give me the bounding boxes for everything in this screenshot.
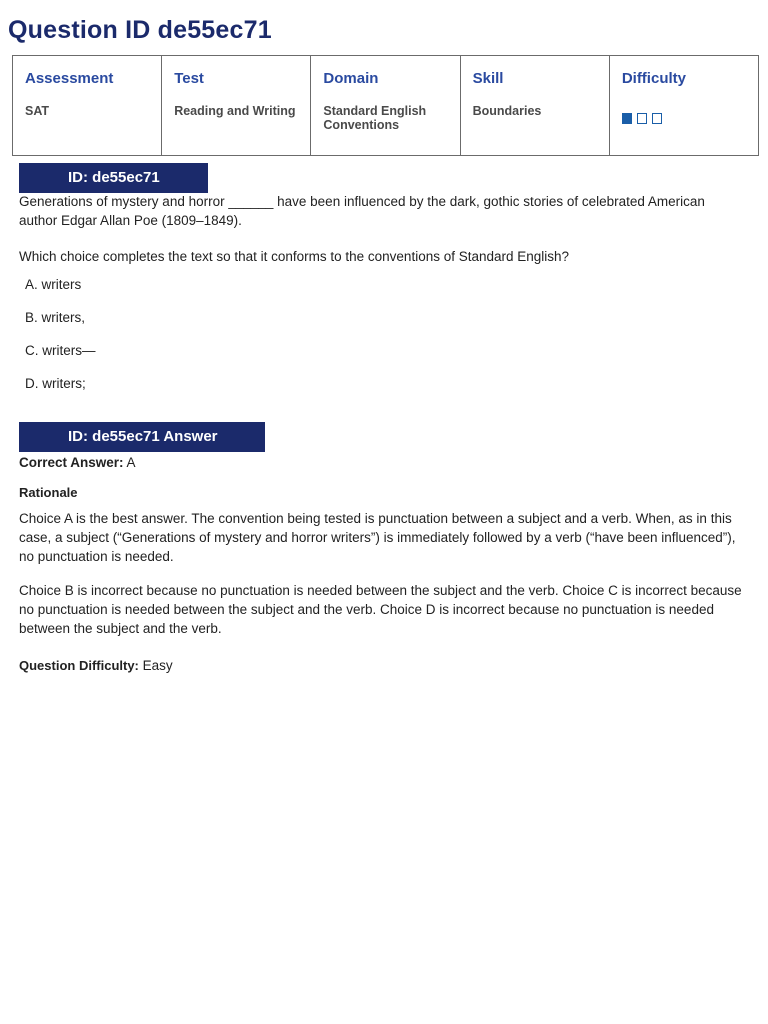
page-title: Question ID de55ec71: [8, 16, 272, 44]
meta-value-assessment: SAT: [25, 104, 50, 118]
difficulty-indicator: [622, 113, 746, 124]
question-passage: Generations of mystery and horror ______ have been influenced by the dark, gothic stories of celebrated American author Edgar Allan Poe (1809–1849).: [19, 194, 705, 228]
difficulty-box-empty: [652, 113, 662, 124]
meta-col-difficulty: [610, 56, 758, 155]
meta-col-skill: [461, 56, 610, 155]
answer-id-banner: ID: de55ec71 Answer: [19, 422, 265, 452]
answer-choice-c: C. writers—: [25, 343, 96, 358]
answer-choice-a: A. writers: [25, 277, 82, 292]
meta-header-skill: Skill: [472, 70, 504, 87]
meta-header-domain: Domain: [323, 70, 379, 87]
meta-col-assessment: [13, 56, 162, 155]
difficulty-box-empty: [637, 113, 647, 124]
meta-header-test: Test: [174, 70, 204, 87]
answer-choice-b: B. writers,: [25, 310, 86, 325]
meta-value-domain: Standard English Conventions: [323, 104, 427, 132]
question-difficulty-value: Easy: [142, 658, 173, 673]
question-id-banner: ID: de55ec71: [19, 163, 208, 193]
meta-col-test: [162, 56, 311, 155]
rationale-heading: Rationale: [19, 485, 78, 500]
question-prompt: Which choice completes the text so that it conforms to the conventions of Standard English?: [19, 249, 570, 264]
question-difficulty-line: [19, 656, 743, 675]
rationale-paragraph-2: Choice B is incorrect because no punctuation is needed between the subject and the verb. Choice C is incorrect because no punctuation is needed between the subject and the verb. Choice D is incorrect because no punctuation is needed between the subject and the verb.: [19, 583, 742, 636]
difficulty-box-filled: [622, 113, 632, 124]
question-difficulty-label: Question Difficulty:: [19, 658, 139, 673]
meta-header-assessment: Assessment: [25, 70, 114, 87]
answer-choice-d: D. writers;: [25, 376, 86, 391]
meta-value-skill: Boundaries: [472, 104, 542, 118]
meta-value-test: Reading and Writing: [174, 104, 296, 118]
correct-answer-label: Correct Answer:: [19, 455, 124, 470]
meta-header-difficulty: Difficulty: [621, 70, 686, 87]
question-meta-table: [12, 55, 759, 156]
correct-answer-value: A: [126, 455, 136, 470]
meta-col-domain: [311, 56, 460, 155]
rationale-paragraph-1: Choice A is the best answer. The convention being tested is punctuation between a subject and a verb. When, as in this case, a subject (“Generations of mystery and horror writers”) is immediately followed by a verb (“have been influenced”), no punctuation is needed.: [19, 511, 736, 564]
correct-answer-line: [19, 453, 743, 472]
